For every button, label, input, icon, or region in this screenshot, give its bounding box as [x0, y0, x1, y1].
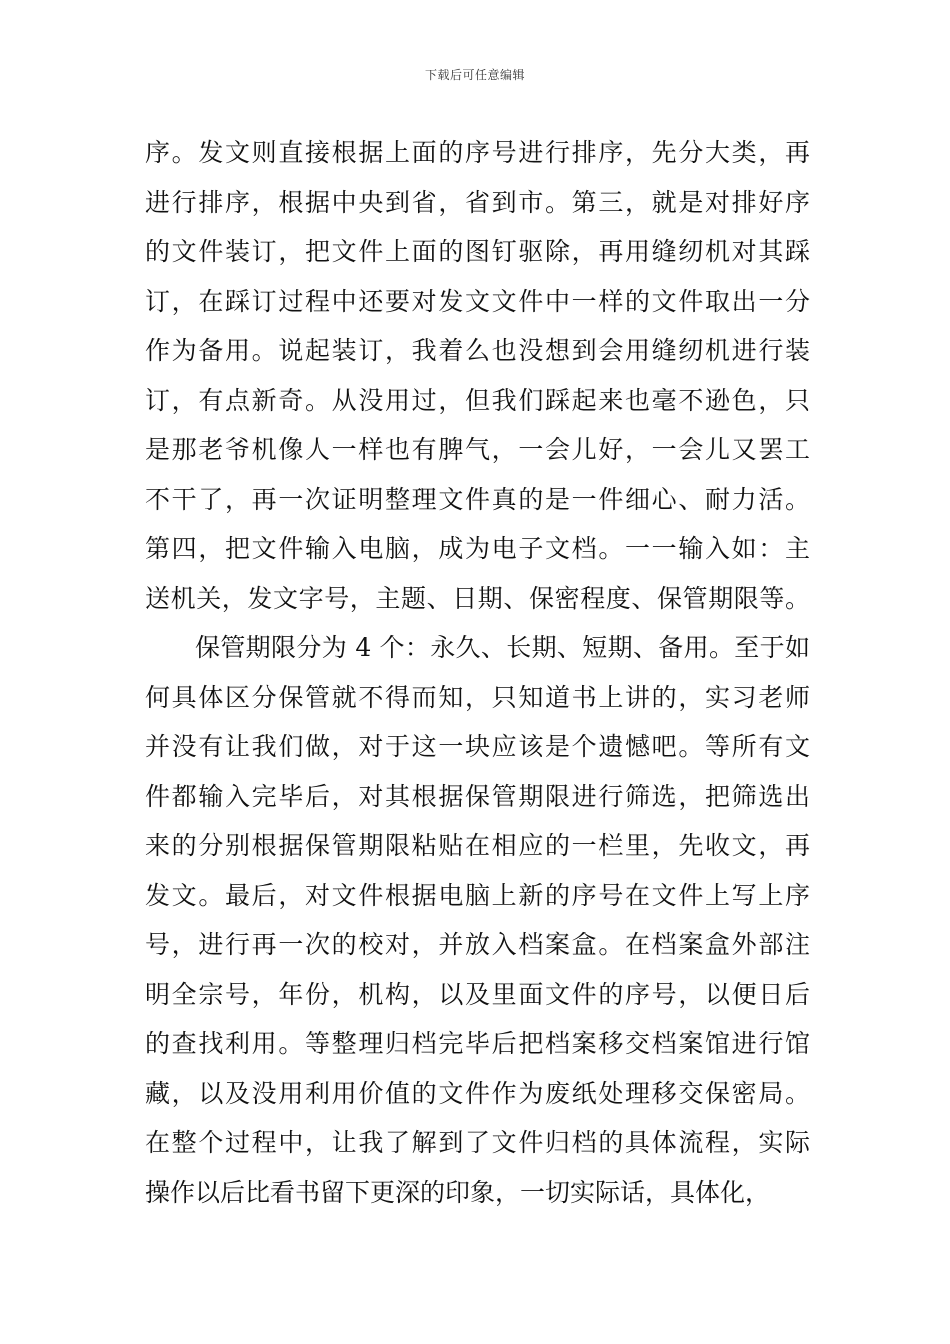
text-line: 不干了，再一次证明整理文件真的是一件细心、耐力活。 [145, 484, 810, 514]
page-header-note: 下载后可任意编辑 [424, 68, 525, 82]
text-line: 序。发文则直接根据上面的序号进行排序，先分大类，再 [145, 138, 810, 167]
text-line: 何具体区分保管就不得而知，只知道书上讲的，实习老师 [145, 682, 810, 712]
text-line: 第四，把文件输入电脑，成为电子文档。一一输入如：主 [145, 534, 810, 563]
text-line: 订，在踩订过程中还要对发文文件中一样的文件取出一分 [145, 286, 810, 316]
text-line: 作为备用。说起装订，我着么也没想到会用缝纫机进行装 [145, 336, 810, 365]
text-line: 来的分别根据保管期限粘贴在相应的一栏里，先收文，再 [145, 831, 810, 860]
text-line: 进行排序，根据中央到省，省到市。第三，就是对排好序 [145, 187, 810, 217]
text-line: 是那老爷机像人一样也有脾气，一会儿好，一会儿又罢工 [145, 435, 810, 464]
text-line: 并没有让我们做，对于这一块应该是个遗憾吧。等所有文 [145, 732, 810, 761]
text-line: 操作以后比看书留下更深的印象，一切实际话，具体化， [145, 1177, 771, 1207]
text-line: 号，进行再一次的校对，并放入档案盒。在档案盒外部注 [145, 930, 810, 959]
text-line: 件都输入完毕后，对其根据保管期限进行筛选，把筛选出 [145, 781, 810, 811]
text-line: 发文。最后，对文件根据电脑上新的序号在文件上写上序 [145, 880, 810, 910]
text-line: 在整个过程中，让我了解到了文件归档的具体流程，实际 [145, 1128, 810, 1157]
paragraph-start-line: 保管期限分为 4 个：永久、长期、短期、备用。至于如 [195, 633, 810, 662]
text-line: 的文件装订，把文件上面的图钉驱除，再用缝纫机对其踩 [145, 237, 810, 266]
text-line: 明全宗号，年份，机构，以及里面文件的序号，以便日后 [145, 979, 810, 1009]
text-line: 订，有点新奇。从没用过，但我们踩起来也毫不逊色，只 [145, 385, 810, 415]
text-line: 的查找利用。等整理归档完毕后把档案移交档案馆进行馆 [145, 1029, 810, 1058]
text-line: 藏，以及没用利用价值的文件作为废纸处理移交保密局。 [145, 1078, 810, 1108]
text-line: 送机关，发文字号，主题、日期、保密程度、保管期限等。 [145, 583, 810, 613]
document-body [145, 128, 810, 1217]
